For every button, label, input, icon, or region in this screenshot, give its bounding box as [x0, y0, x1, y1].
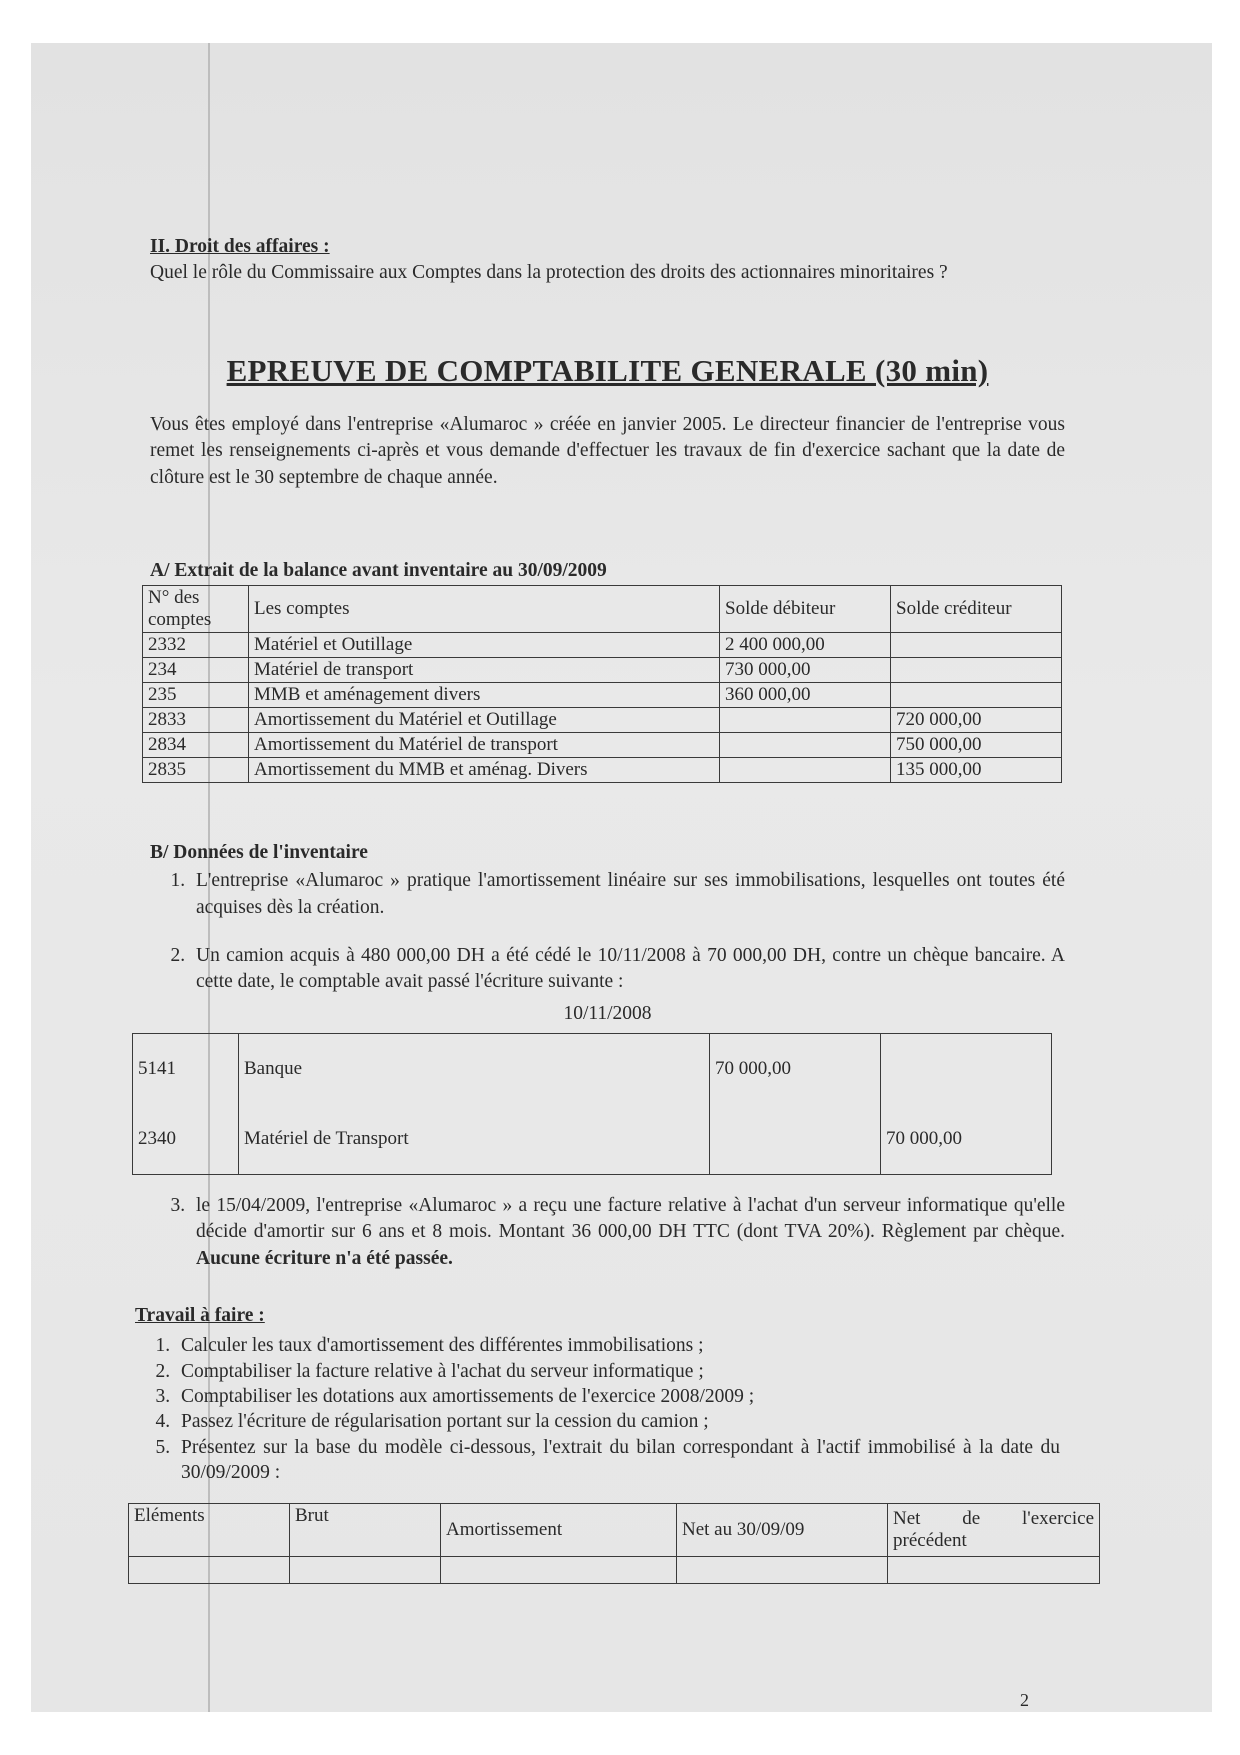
account-label: Matériel et Outillage [249, 633, 720, 658]
journal-debit [710, 1104, 881, 1175]
table-row [133, 1104, 1052, 1175]
account-number: 2834 [143, 733, 249, 758]
travail-section [135, 1303, 1060, 1485]
balance-header-account: Les comptes [249, 586, 720, 633]
balance-header-debit: Solde débiteur [720, 586, 891, 633]
balance-table [142, 585, 1062, 783]
account-label: Amortissement du Matériel et Outillage [249, 708, 720, 733]
balance-heading: A/ Extrait de la balance avant inventaire au 30/09/2009 [150, 560, 607, 581]
credit-value: 750 000,00 [891, 733, 1062, 758]
table-row [143, 758, 1062, 783]
bilan-cell [290, 1557, 441, 1584]
journal-debit: 70 000,00 [710, 1034, 881, 1105]
travail-item-4: 4. Passez l'écriture de régularisation portant sur la cession du camion ; [175, 1409, 1060, 1434]
account-label: MMB et aménagement divers [249, 683, 720, 708]
account-number: 2833 [143, 708, 249, 733]
droit-heading: II. Droit des affaires : [150, 236, 330, 257]
balance-header-num: N° des comptes [143, 586, 249, 633]
debit-value [720, 733, 891, 758]
journal-account-number: 2340 [133, 1104, 239, 1175]
bilan-header-net-precedent: Net de l'exercice précédent [888, 1504, 1100, 1557]
account-number: 2332 [143, 633, 249, 658]
table-row [143, 633, 1062, 658]
table-row [129, 1557, 1100, 1584]
bilan-cell [441, 1557, 677, 1584]
debit-value: 2 400 000,00 [720, 633, 891, 658]
inventaire-item-3-block [150, 1193, 1065, 1272]
inventaire-section [150, 840, 1065, 996]
journal-account-label: Matériel de Transport [239, 1104, 710, 1175]
journal-credit: 70 000,00 [881, 1104, 1052, 1175]
credit-value [891, 658, 1062, 683]
travail-item-5: 5. Présentez sur la base du modèle ci-dessous, l'extrait du bilan correspondant à l'actif immobilisé à la date du 30/09/2009 : [175, 1435, 1060, 1486]
intro-paragraph: Vous êtes employé dans l'entreprise «Alumaroc » créée en janvier 2005. Le directeur financier de l'entreprise vous remet les renseignements ci-après et vous demande d'effectuer les travaux de fin d'exercice sachant que la date de clôture est le 30 septembre de chaque année. [150, 414, 1065, 488]
account-label: Matériel de transport [249, 658, 720, 683]
account-label: Amortissement du Matériel de transport [249, 733, 720, 758]
bilan-table [128, 1503, 1100, 1584]
table-row [133, 1034, 1052, 1105]
page-title: EPREUVE DE COMPTABILITE GENERALE (30 min) [226, 353, 989, 388]
inventaire-item-3-emphasis: Aucune écriture n'a été passée. [196, 1247, 453, 1269]
inventaire-item-3 [190, 1193, 1065, 1272]
bilan-header-elements: Eléments [129, 1504, 290, 1557]
balance-header-credit: Solde créditeur [891, 586, 1062, 633]
account-number: 234 [143, 658, 249, 683]
journal-table [132, 1033, 1052, 1175]
bilan-header-net: Net au 30/09/09 [677, 1504, 888, 1557]
table-row [143, 708, 1062, 733]
table-row [143, 683, 1062, 708]
account-label: Amortissement du MMB et aménag. Divers [249, 758, 720, 783]
bilan-header-brut: Brut [290, 1504, 441, 1557]
journal-credit [881, 1034, 1052, 1105]
credit-value: 720 000,00 [891, 708, 1062, 733]
balance-header-row [143, 586, 1062, 633]
debit-value [720, 708, 891, 733]
inventaire-item-1: 1. L'entreprise «Alumaroc » pratique l'amortissement linéaire sur ses immobilisations, lesquelles ont toutes été acquises dès la création. [190, 868, 1065, 921]
credit-value [891, 683, 1062, 708]
account-number: 235 [143, 683, 249, 708]
droit-question: Quel le rôle du Commissaire aux Comptes dans la protection des droits des actionnaires minoritaires ? [150, 262, 948, 284]
bilan-cell [677, 1557, 888, 1584]
page-number: 2 [1020, 1690, 1029, 1710]
debit-value [720, 758, 891, 783]
debit-value: 360 000,00 [720, 683, 891, 708]
table-row [143, 733, 1062, 758]
travail-item-3: 3. Comptabiliser les dotations aux amortissements de l'exercice 2008/2009 ; [175, 1384, 1060, 1409]
credit-value [891, 633, 1062, 658]
travail-item-2: 2. Comptabiliser la facture relative à l'achat du serveur informatique ; [175, 1359, 1060, 1384]
travail-heading: Travail à faire : [135, 1305, 265, 1326]
droit-section [150, 234, 1065, 287]
journal-account-label: Banque [239, 1034, 710, 1105]
travail-item-1: 1. Calculer les taux d'amortissement des différentes immobilisations ; [175, 1333, 1060, 1358]
bilan-cell [888, 1557, 1100, 1584]
table-row [143, 658, 1062, 683]
inventaire-heading: B/ Données de l'inventaire [150, 842, 368, 863]
debit-value: 730 000,00 [720, 658, 891, 683]
account-number: 2835 [143, 758, 249, 783]
inventaire-item-3-text: le 15/04/2009, l'entreprise «Alumaroc » a reçu une facture relative à l'achat d'un serveur informatique qu'elle décide d'amortir sur 6 ans et 8 mois. Montant 36 000,00 DH TTC (dont TVA 20%). Règlement par chèque. [196, 1195, 1065, 1243]
inventaire-item-2: 2. Un camion acquis à 480 000,00 DH a été cédé le 10/11/2008 à 70 000,00 DH, contre un chèque bancaire. A cette date, le comptable avait passé l'écriture suivante : [190, 943, 1065, 996]
journal-account-number: 5141 [133, 1034, 239, 1105]
bilan-header-row [129, 1504, 1100, 1557]
credit-value: 135 000,00 [891, 758, 1062, 783]
bilan-cell [129, 1557, 290, 1584]
bilan-header-amortissement: Amortissement [441, 1504, 677, 1557]
journal-date: 10/11/2008 [563, 1003, 652, 1024]
